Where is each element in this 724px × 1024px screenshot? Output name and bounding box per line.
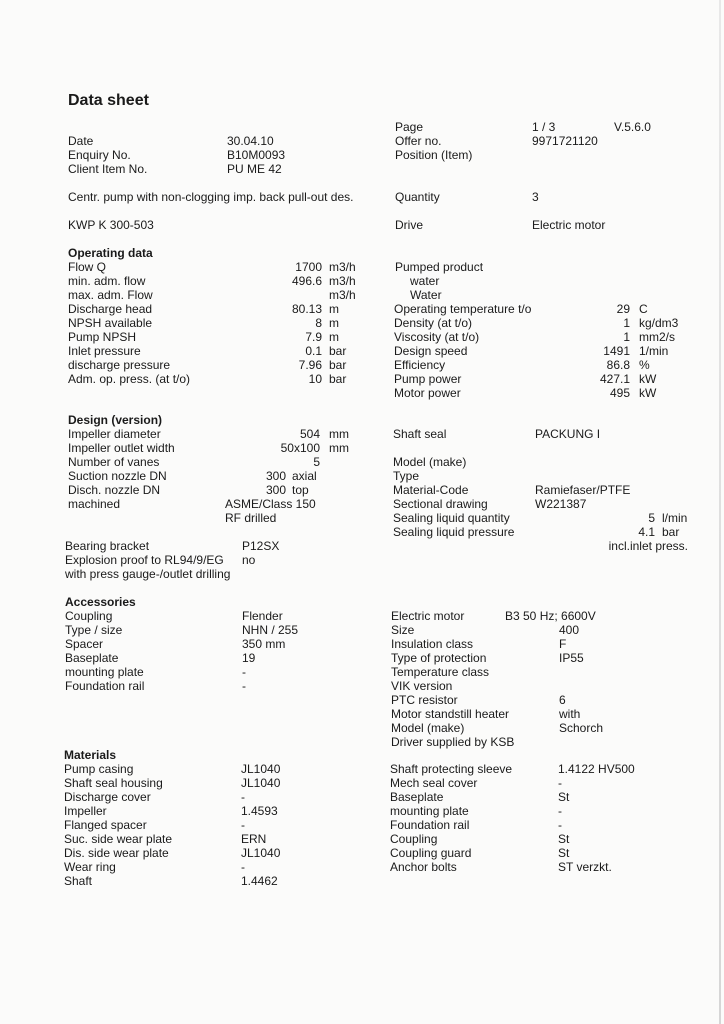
enquiry-value: B10M0093 [227, 148, 286, 162]
accessory-row-value: F [559, 637, 567, 651]
operating-row-label: Efficiency [394, 358, 446, 372]
accessory-row-value: NHN / 255 [242, 623, 299, 637]
material-row-label: Wear ring [64, 860, 116, 874]
material-row-value: 1.4462 [241, 874, 278, 888]
operating-row-value: 495 [609, 386, 630, 400]
material-row-value: 1.4593 [241, 804, 278, 818]
operating-row-label: Flow Q [68, 260, 107, 274]
client-item-label: Client Item No. [68, 162, 148, 176]
operating-row-unit: C [639, 302, 648, 316]
pumped-product-label: Pumped product [395, 260, 484, 274]
page-label: Page [395, 120, 424, 134]
sealing-qty-label: Sealing liquid quantity [393, 511, 510, 525]
material-row-label: Coupling guard [390, 846, 472, 860]
sealing-press-unit: bar [662, 525, 680, 539]
operating-row-label: Density (at t/o) [394, 316, 473, 330]
sealing-qty-unit: l/min [662, 511, 688, 525]
material-row-label: Shaft protecting sleeve [390, 762, 513, 776]
material-row-label: Shaft [64, 874, 93, 888]
operating-row-value: 0.1 [305, 344, 322, 358]
bearing-label: Bearing bracket [65, 539, 150, 553]
page-title: Data sheet [68, 92, 149, 109]
suction-value: 300 [265, 469, 286, 483]
operating-row-label: Discharge head [68, 302, 153, 316]
accessory-row-label: VIK version [391, 679, 453, 693]
operating-row-label: Design speed [394, 344, 468, 358]
machined-value-1: ASME/Class 150 [225, 497, 316, 511]
material-row-value: - [241, 790, 245, 804]
accessory-row-value: Schorch [559, 721, 604, 735]
accessory-row-label: Type of protection [391, 651, 487, 665]
operating-row-unit: kW [639, 386, 657, 400]
material-row-label: Pump casing [64, 762, 134, 776]
operating-row-value: 29 [616, 302, 630, 316]
material-row-label: mounting plate [390, 804, 469, 818]
pumped-product-1: water [410, 274, 440, 288]
material-row-label: Discharge cover [64, 790, 151, 804]
operating-row-unit: m [329, 302, 339, 316]
material-row-label: Mech seal cover [390, 776, 478, 790]
operating-row-value: 10 [308, 372, 322, 386]
bearing-value: P12SX [242, 539, 280, 553]
accessory-row-value: 350 mm [242, 637, 286, 651]
accessory-row-label: Motor standstill heater [391, 707, 510, 721]
material-row-value: St [558, 790, 570, 804]
operating-row-value: 496.6 [291, 274, 322, 288]
operating-row-unit: bar [329, 344, 347, 358]
material-row-label: Shaft seal housing [64, 776, 163, 790]
operating-row-value: 1700 [295, 260, 322, 274]
material-row-value: - [558, 818, 562, 832]
operating-row-unit: m3/h [329, 260, 356, 274]
accessory-row-label: Foundation rail [65, 679, 145, 693]
operating-row-label: Adm. op. press. (at t/o) [68, 372, 191, 386]
sealing-qty-value: 5 [648, 511, 655, 525]
accessory-row-label: Temperature class [391, 665, 490, 679]
shaft-seal-value: PACKUNG I [535, 427, 601, 441]
operating-row-label: NPSH available [68, 316, 153, 330]
model-make-label: Model (make) [393, 455, 467, 469]
position-label: Position (Item) [395, 148, 473, 162]
accessory-row-value: 19 [242, 651, 256, 665]
electric-motor-spec: B3 50 Hz; 6600V [505, 609, 596, 623]
accessory-row-label: Size [391, 623, 415, 637]
operating-row-label: discharge pressure [68, 358, 171, 372]
accessory-row-value: 400 [559, 623, 580, 637]
material-row-value: - [558, 804, 562, 818]
disch-value: 300 [265, 483, 286, 497]
machined-label: machined [68, 497, 121, 511]
operating-row-label: max. adm. Flow [68, 288, 153, 302]
operating-row-unit: m [329, 330, 339, 344]
quantity-value: 3 [532, 190, 539, 204]
explosion-value: no [242, 553, 256, 567]
material-row-value: - [241, 818, 245, 832]
impeller-outlet-value: 50x100 [280, 441, 320, 455]
operating-row-value: 7.96 [298, 358, 322, 372]
quantity-label: Quantity [395, 190, 440, 204]
page-edge-shadow [719, 0, 721, 1024]
operating-row-label: Motor power [394, 386, 461, 400]
page-value: 1 / 3 [532, 120, 556, 134]
sealing-press-label: Sealing liquid pressure [393, 525, 515, 539]
material-row-value: - [558, 776, 562, 790]
operating-row-unit: 1/min [639, 344, 669, 358]
operating-row-label: Inlet pressure [68, 344, 141, 358]
accessory-row-label: mounting plate [65, 665, 144, 679]
sectional-label: Sectional drawing [393, 497, 488, 511]
material-row-value: St [558, 832, 570, 846]
operating-row-label: Pump NPSH [68, 330, 137, 344]
accessory-row-value: IP55 [559, 651, 584, 665]
operating-row-unit: m3/h [329, 288, 356, 302]
material-code-label: Material-Code [393, 483, 469, 497]
sealing-press-value: 4.1 [638, 525, 655, 539]
operating-heading: Operating data [68, 246, 153, 260]
impeller-diameter-value: 504 [299, 427, 320, 441]
accessory-row-label: Insulation class [391, 637, 474, 651]
material-row-value: ST verzkt. [558, 860, 612, 874]
operating-row-unit: mm2/s [639, 330, 675, 344]
operating-row-label: Viscosity (at t/o) [394, 330, 480, 344]
operating-row-unit: % [639, 358, 650, 372]
operating-row-value: 7.9 [305, 330, 322, 344]
material-row-value: St [558, 846, 570, 860]
material-row-value: ERN [241, 832, 267, 846]
accessory-row-label: PTC resistor [391, 693, 458, 707]
accessory-row-label: Baseplate [65, 651, 119, 665]
version-value: V.5.6.0 [614, 120, 651, 134]
offer-value: 9971721120 [532, 134, 598, 148]
material-row-label: Foundation rail [390, 818, 470, 832]
materials-heading: Materials [64, 748, 117, 762]
material-row-value: 1.4122 HV500 [558, 762, 635, 776]
disch-label: Disch. nozzle DN [68, 483, 161, 497]
accessory-row-value: with [559, 707, 581, 721]
accessory-row-label: Type / size [65, 623, 123, 637]
design-heading: Design (version) [68, 413, 163, 427]
drive-value: Electric motor [532, 218, 606, 232]
material-row-label: Flanged spacer [64, 818, 147, 832]
accessory-row-label: Coupling [65, 609, 113, 623]
operating-row-value: 86.8 [606, 358, 630, 372]
accessories-heading: Accessories [65, 595, 136, 609]
operating-row-unit: kW [639, 372, 657, 386]
accessory-row-value: - [242, 665, 246, 679]
material-row-label: Baseplate [390, 790, 444, 804]
operating-row-value: 80.13 [291, 302, 322, 316]
operating-row-unit: bar [329, 358, 347, 372]
accessory-row-label: Model (make) [391, 721, 465, 735]
date-label: Date [68, 134, 94, 148]
vanes-label: Number of vanes [68, 455, 160, 469]
explosion-label: Explosion proof to RL94/9/EG [65, 553, 224, 567]
operating-row-value: 427.1 [599, 372, 630, 386]
material-row-label: Impeller [64, 804, 107, 818]
disch-unit: top [292, 483, 309, 497]
electric-motor-label: Electric motor [391, 609, 465, 623]
sealing-note: incl.inlet press. [608, 539, 688, 553]
material-row-value: JL1040 [241, 846, 281, 860]
pumped-product-2: Water [410, 288, 442, 302]
material-row-value: JL1040 [241, 762, 281, 776]
material-row-label: Coupling [390, 832, 438, 846]
operating-row-value: 1 [623, 316, 630, 330]
material-row-label: Dis. side wear plate [64, 846, 169, 860]
impeller-outlet-label: Impeller outlet width [68, 441, 175, 455]
type-label: Type [393, 469, 420, 483]
suction-label: Suction nozzle DN [68, 469, 167, 483]
accessory-row-label: Driver supplied by KSB [391, 735, 515, 749]
impeller-diameter-unit: mm [329, 427, 349, 441]
client-item-value: PU ME 42 [227, 162, 282, 176]
offer-label: Offer no. [395, 134, 442, 148]
operating-row-value: 8 [315, 316, 322, 330]
enquiry-label: Enquiry No. [68, 148, 131, 162]
accessory-row-value: 6 [559, 693, 566, 707]
operating-row-label: min. adm. flow [68, 274, 146, 288]
shaft-seal-label: Shaft seal [393, 427, 447, 441]
impeller-outlet-unit: mm [329, 441, 349, 455]
suction-unit: axial [292, 469, 317, 483]
impeller-diameter-label: Impeller diameter [68, 427, 161, 441]
material-row-label: Suc. side wear plate [64, 832, 173, 846]
material-row-value: JL1040 [241, 776, 281, 790]
operating-row-value: 1 [623, 330, 630, 344]
operating-row-value: 1491 [603, 344, 630, 358]
drive-label: Drive [395, 218, 424, 232]
sectional-value: W221387 [535, 497, 587, 511]
material-code-value: Ramiefaser/PTFE [535, 483, 631, 497]
accessory-row-value: - [242, 679, 246, 693]
gauge-label: with press gauge-/outlet drilling [65, 567, 231, 581]
machined-value-2: RF drilled [225, 511, 277, 525]
accessory-row-value: Flender [242, 609, 283, 623]
pump-description: Centr. pump with non-clogging imp. back pull-out des. [68, 190, 354, 204]
operating-row-unit: m3/h [329, 274, 356, 288]
operating-row-unit: m [329, 316, 339, 330]
pump-model: KWP K 300-503 [68, 218, 154, 232]
material-row-label: Anchor bolts [390, 860, 457, 874]
date-value: 30.04.10 [227, 134, 274, 148]
operating-row-label: Operating temperature t/o [394, 302, 532, 316]
vanes-value: 5 [313, 455, 320, 469]
accessory-row-label: Spacer [65, 637, 104, 651]
operating-row-unit: bar [329, 372, 347, 386]
operating-row-label: Pump power [394, 372, 462, 386]
operating-row-unit: kg/dm3 [639, 316, 679, 330]
material-row-value: - [241, 860, 245, 874]
